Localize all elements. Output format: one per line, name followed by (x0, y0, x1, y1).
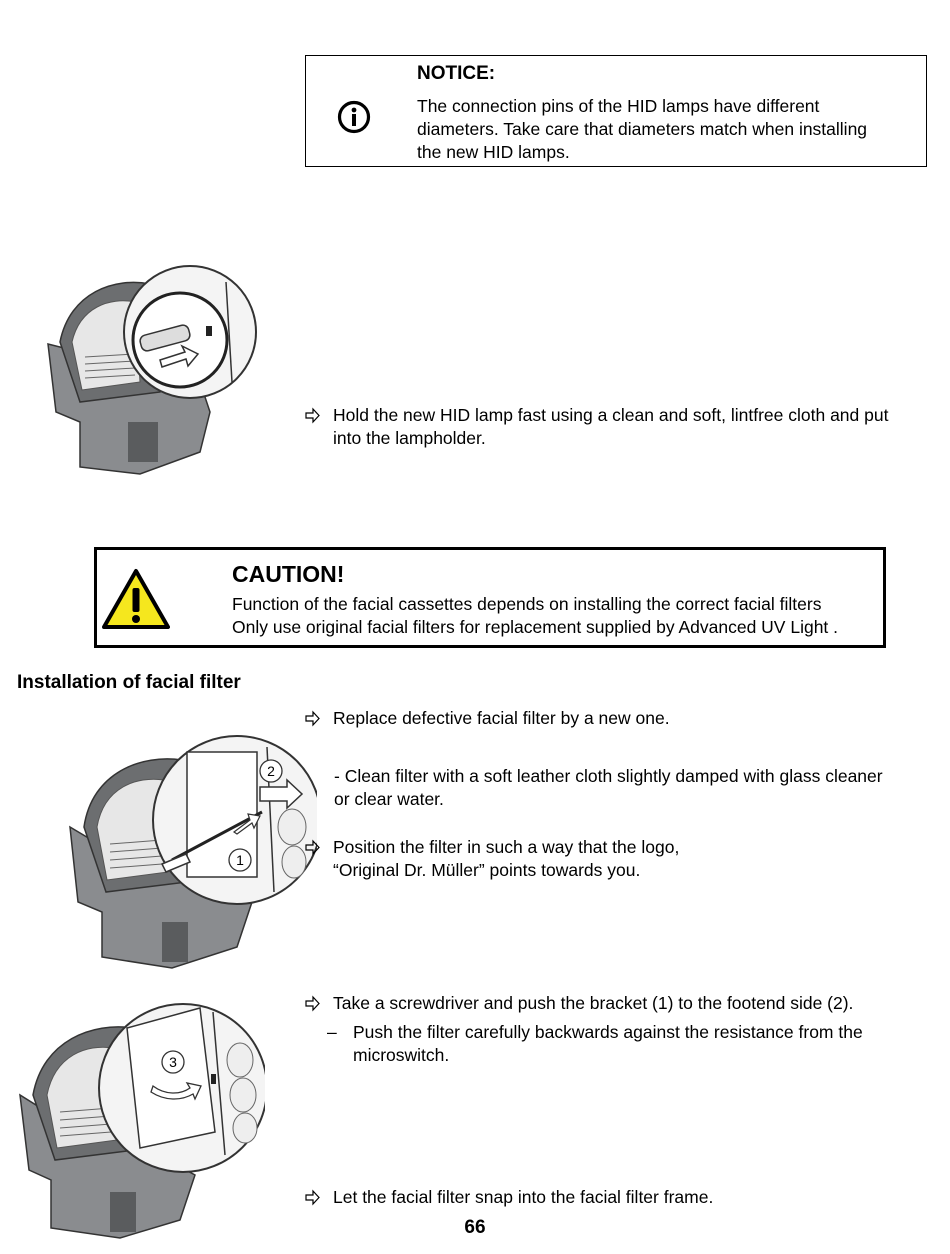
clean-line: - Clean filter with a soft leather cloth slightly damped with glass cleaner (334, 766, 883, 786)
facial-filter-illustration (62, 732, 317, 977)
clean-note (334, 765, 934, 811)
caution-box (94, 547, 886, 648)
info-icon (337, 100, 371, 134)
step-text: Take a screwdriver and push the bracket (1) to the footend side (2). (333, 993, 854, 1013)
filter-push-illustration (15, 1000, 265, 1245)
notice-line: diameters. Take care that diameters match when installing (417, 119, 868, 139)
caution-line: Only use original facial filters for replacement supplied by Advanced UV Light . (232, 617, 839, 637)
caution-title: CAUTION! (232, 561, 345, 587)
callout-3 (162, 1051, 184, 1073)
step-line: “Original Dr. Müller” points towards you. (333, 860, 641, 880)
step-line: into the lampholder. (333, 428, 486, 448)
step-screwdriver (305, 992, 925, 1016)
right-arrow-icon (305, 707, 321, 730)
right-arrow-icon (305, 836, 321, 859)
dash-bullet: – (327, 1022, 337, 1042)
step-text (333, 404, 888, 450)
notice-line: the new HID lamps. (417, 142, 570, 162)
substep-line: microswitch. (353, 1045, 450, 1065)
notice-box (305, 55, 927, 167)
substep-text (353, 1021, 923, 1067)
page-number: 66 (464, 1217, 486, 1238)
section-heading: Installation of facial filter (17, 672, 241, 693)
warning-icon (102, 568, 170, 630)
callout-2-label: 2 (267, 763, 275, 779)
substep-line: Push the filter carefully backwards against the resistance from the (353, 1022, 863, 1042)
notice-title: NOTICE: (417, 63, 496, 84)
step-position (305, 836, 905, 884)
step-hold-lamp (305, 404, 945, 452)
step-snap (305, 1186, 905, 1210)
callout-1 (229, 849, 251, 871)
clean-line: or clear water. (334, 789, 444, 809)
step-text: Let the facial filter snap into the facial filter frame. (333, 1187, 714, 1207)
step-text (333, 836, 679, 882)
right-arrow-icon (305, 1186, 321, 1209)
step-replace (305, 707, 905, 731)
hid-lamp-illustration (40, 262, 260, 477)
step-text: Replace defective facial filter by a new one. (333, 708, 670, 728)
notice-text (417, 95, 917, 164)
right-arrow-icon (305, 404, 321, 427)
callout-1-label: 1 (236, 852, 244, 868)
caution-text (232, 593, 882, 639)
callout-3-label: 3 (169, 1054, 177, 1070)
right-arrow-icon (305, 992, 321, 1015)
caution-line: Function of the facial cassettes depends on installing the correct facial filters (232, 594, 822, 614)
callout-2 (260, 760, 282, 782)
notice-line: The connection pins of the HID lamps have different (417, 96, 820, 116)
substep-push (327, 1021, 927, 1069)
step-line: Hold the new HID lamp fast using a clean and soft, lintfree cloth and put (333, 405, 889, 425)
step-line: Position the filter in such a way that the logo, (333, 837, 680, 857)
